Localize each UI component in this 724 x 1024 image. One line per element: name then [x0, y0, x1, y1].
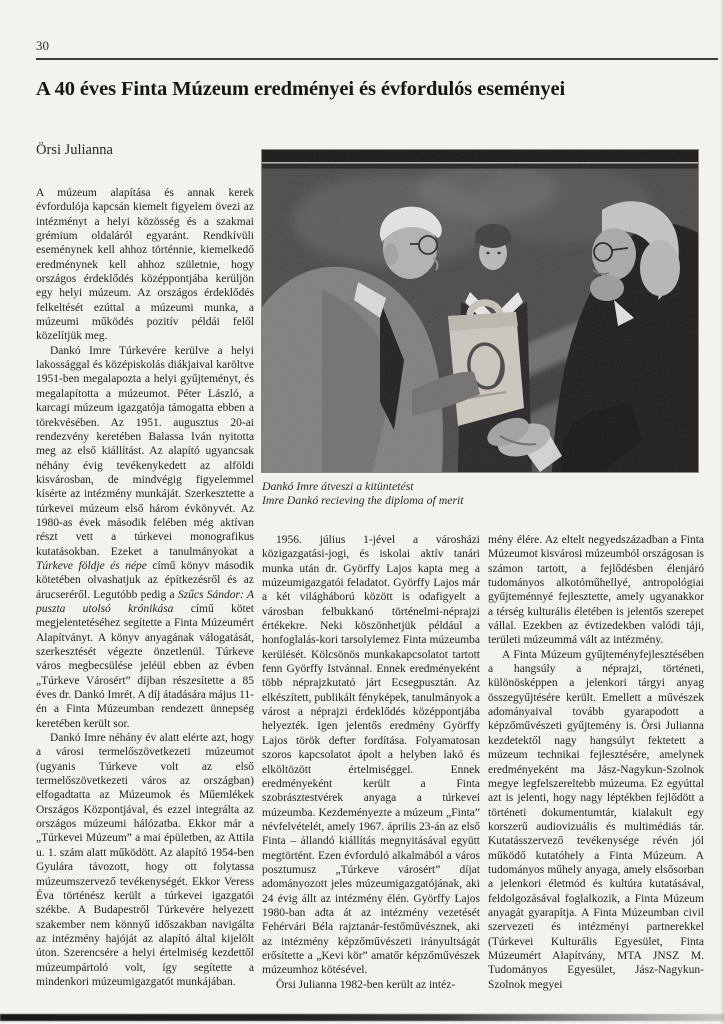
photo-caption	[262, 479, 702, 508]
text-column-middle	[262, 533, 480, 1003]
text-column-left	[36, 186, 254, 998]
photo-image	[262, 150, 698, 472]
text-column-right	[488, 533, 704, 1003]
caption-hungarian: Dankó Imre átveszi a kitüntetést	[262, 479, 414, 493]
photo	[262, 150, 698, 472]
paragraph: Dankó Imre néhány év alatt elérte azt, hogy a városi termelőszövetkezeti múzeumot (ugyanis Túrkeve volt az első termelőszövetkezeti város az országban) elfogadtatta az Múzeumok és Műemlékek Országos Központjával, és ezzel integrálta az országos múzeumi hálózatba. Ekkor már a „Túrkevei Múzeum” a mai épületben, az Attila u. 1. szám alatt működött. Az alapító 1954-ben Gyulára távozott, hogy ott folytassa múzeumszervező tevékenységét. Ekkor Veress Éva történész került a túrkevei igazgatói székbe. A Budapestről Túrkevére helyezett szakember nem könnyű időszakban navigálta az intézmény hajóját az alapító által kijelölt úton. Szerencsére a helyi értelmiség kezdettől múzeumpártoló volt, így segítette a mindenkori múzeumigazgatót munkájában.	[36, 732, 254, 988]
author-name: Örsi Julianna	[36, 142, 113, 158]
page-number: 30	[36, 38, 49, 53]
caption-english: Imre Dankó recieving the diploma of merit	[262, 493, 464, 508]
paragraph: mény élére. Az eltelt negyedszázadban a Finta Múzeumot kisvárosi múzeumból országosan is számon tartott, a fejlődésben élenjáró tudományos alkotóműhellyé, antropológiai gyűjteménnyé fejlesztette, amely ugyanakkor a térség kulturális életében is jelentős szerepet vállal. Ezekben az évtizedekben valódi táji, területi múzeummá vált az intézmény.	[488, 534, 704, 647]
scan-right-shadow	[720, 0, 724, 1024]
paragraph: A Finta Múzeum gyűjteményfejlesztésében a hangsúly a néprajzi, történeti, különösképpen a jelenkori tárgyi anyag összegyűjtésére került. Emellett a művészek adományaival tovább gyarapodott a képzőművészeti gyűjtemény is. Örsi Julianna kezdetektől nagy hangsúlyt fektetett a múzeum technikai fejlesztésére, amelynek eredményeként ma Jász-Nagykun-Szolnok megye legfelszereltebb múzeuma. Ez egyúttal azt is jelenti, hogy nagy léptékben fejlődött a történeti dokumentumtár, kialakult egy korszerű audiovizuális és multimédiás tár. Kutatásszervező tevékenysége révén jól működő kutatóhely a Finta Múzeum. A tudományos műhely anyaga, amely elsősorban a jelenkori életmód és kultúra kutatásával, feldolgozásával foglalkozik, a Finta Múzeum anyagát gyarapítja. A Finta Múzeumban civil szervezeti és intézményi partnerekkel (Túrkevei Kulturális Egyesület, Finta Múzeumért Alapítvány, MTA JNSZ M. Tudományos Egyesület, Jász-Nagykun-Szolnok megyei	[488, 648, 704, 991]
paragraph: 1956. július 1-jével a városházi közigazgatási-jogi, és iskolai aktív tanári munka után dr. Györffy Lajos kapta meg a múzeumigazgatói feladatot. Györffy Lajos már a két világháború között is odafigyelt a városban felbukkanó történelmi-néprajzi értékekre. Neki köszönhetjük például a honfoglalás-kori tarsolylemez Finta múzeumba kerülését. Kölcsönös munkakapcsolatot tartott fenn Györffy Istvánnal. Ennek eredményeként több néprajzkutató járt Ecsegpusztán. Az elkészített, publikált fényképek, tanulmányok a várost a néprajzi érdeklődés középpontjába helyezték. Igen jelentős eredmény Györffy Lajos török defter fordítása. Folyamatosan szoros kapcsolatot ápolt a helyben lakó és elköltözött értelmiséggel. Ennek eredményeként került a Finta szobrásztestvérek anyaga a túrkevei múzeumba. Kezdeményezte a múzeum „Finta” névfelvételét, amely 1967. április 23-án az első Finta – állandó kiállítás megnyitásával együtt megtörtént. Ezen évforduló alkalmából a város posztumusz „Túrkeve városért” díjat adományozott jeles múzeumigazgatójának, aki 24 évig állt az intézmény élén. Györffy Lajos 1980-ban adta át az intézmény vezetését Fehérvári Béla rajztanár-festőművésznek, aki az intézmény képzőművészeti irányultságát erősítette a „Kevi kör” amatőr képzőművészek múzeumhoz kötésével.	[262, 534, 480, 977]
page-title: A 40 éves Finta Múzeum eredményei és évfordulós eseményei	[36, 78, 566, 100]
header-rule	[36, 58, 718, 60]
paragraph: Örsi Julianna 1982-ben került az intéz-	[276, 978, 456, 991]
paragraph: A múzeum alapítása és annak kerek évfordulója kapcsán kiemelt figyelem övezi az intézményt a helyi közösség és a szakmai grémium oldaláról egyaránt. Rendkívüli eseménynek kell ahhoz történnie, kiemelkedő eredménynek kell ahhoz születnie, hogy országos érdeklődés középpontjába kerüljön egy helyi múzeum. Az országos érdeklődés felkeltését ezúttal a múzeumi munka, a múzeumi működés pozitív példái felől közelítjük meg.	[36, 187, 254, 343]
scan-bottom-shadow	[0, 1014, 724, 1021]
paragraph: Dankó Imre Túrkevére kerülve a helyi lakossággal és középiskolás diákjaival karöltve 1951-ben megalapozta a helyi gyűjteményt, és megalapította a múzeumot. Péter László, a karcagi múzeum igazgatója támogatta ebben a törekvésében. Az 1951. augusztus 20-ai rendezvény keretében Balassa Iván nyitotta meg az első kiállítást. Az alapító ugyancsak néhány évig tevékenykedett az alföldi kisvárosban, de mindvégig figyelemmel kísérte az intézmény munkáját. Szerkesztette a túrkevei múzeum első három évkönyvét. Az 1980-as évek második felében még aktívan részt vett a túrkevei monografikus kutatásokban. Ezeket a tanulmányokat a Túrkeve földje és népe című könyv második kötetében olvashatjuk az építkezésről és az árucseréről. Legutóbb pedig a Szűcs Sándor: A puszta utolsó krónikása című kötet megjelentetéséhez segítette a Finta Múzeumért Alapítványt. A könyv anyagának válogatását, szerkesztését végezte önzetlenül. Túrkeve város megbecsülése jeléül ebben az évben „Túrkeve Városért” díjban részesítette a 85 éves dr. Dankó Imrét. A díj átadására május 11-én a Finta Múzeumban rendezett ünnepség keretében került sor.	[36, 344, 254, 730]
